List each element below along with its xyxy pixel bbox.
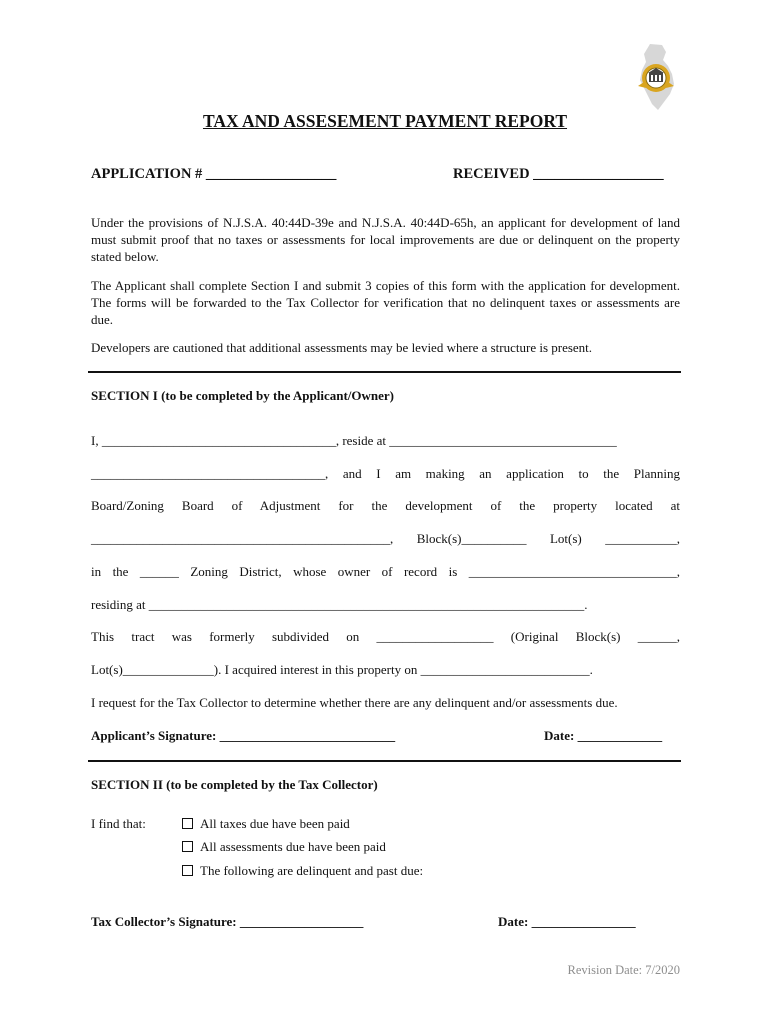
applicant-date-field[interactable]: Date: _____________ xyxy=(544,728,663,743)
subdivision-line[interactable]: This tract was formerly subdivided on __________________ (Original Block(s) ______, xyxy=(91,629,680,644)
property-block-lot-line[interactable]: ______________________________________________, Block(s)__________ Lot(s) ___________, xyxy=(91,531,680,546)
intro-paragraph: Under the provisions of N.J.S.A. 40:44D-39e and N.J.S.A. 40:44D-65h, an applicant for development of land must submit proof that no taxes or assessments for local improvements are due or delinquent on the property stated below. xyxy=(91,215,680,264)
option-all-assessments-paid[interactable] xyxy=(182,839,386,855)
zoning-owner-line[interactable]: in the ______ Zoning District, whose owner of record is ________________________________, xyxy=(91,564,680,579)
checkbox-icon[interactable] xyxy=(182,865,193,876)
applicant-signature-field[interactable] xyxy=(91,728,395,744)
option-delinquent[interactable] xyxy=(182,863,423,879)
option-label: The following are delinquent and past due: xyxy=(200,863,424,878)
applicant-signature-line: ___________________ xyxy=(271,728,396,743)
option-label: All taxes due have been paid xyxy=(200,816,350,831)
board-development-line: Board/Zoning Board of Adjustment for the development of the property located at xyxy=(91,498,680,513)
application-number-field[interactable]: APPLICATION # __________________ xyxy=(91,166,337,182)
municipal-seal-icon xyxy=(628,42,684,112)
option-all-taxes-paid[interactable] xyxy=(182,816,350,832)
checkbox-icon[interactable] xyxy=(182,841,193,852)
tax-collector-signature-field[interactable]: Tax Collector’s Signature: ___________________ xyxy=(91,914,364,929)
received-field[interactable]: RECEIVED __________________ xyxy=(453,166,664,182)
applicant-name-residence-line[interactable]: I, ____________________________________, reside at ___________________________________ xyxy=(91,433,617,448)
applicant-signature-label: Applicant’s Signature: ________ xyxy=(91,728,272,743)
section2-heading: SECTION II (to be completed by the Tax Collector) xyxy=(91,777,378,792)
intro-paragraph: Developers are cautioned that additional assessments may be levied where a structure is present. xyxy=(91,340,593,355)
revision-date: Revision Date: 7/2020 xyxy=(567,963,680,977)
tax-collector-date-field[interactable]: Date: ________________ xyxy=(498,914,636,929)
form-title: TAX AND ASSESEMENT PAYMENT REPORT xyxy=(202,111,568,131)
checkbox-icon[interactable] xyxy=(182,818,193,829)
section1-heading: SECTION I (to be completed by the Applicant/Owner) xyxy=(91,388,394,403)
request-statement: I request for the Tax Collector to determine whether there are any delinquent and/or assessments due. xyxy=(91,695,618,710)
applicant-application-line[interactable]: ____________________________________, and I am making an application to the Planning xyxy=(91,466,680,481)
option-label: All assessments due have been paid xyxy=(200,839,386,854)
lot-interest-line[interactable]: Lot(s)______________). I acquired interest in this property on __________________________. xyxy=(91,662,593,677)
intro-paragraph: The Applicant shall complete Section I and submit 3 copies of this form with the application for development. The forms will be forwarded to the Tax Collector for verification that no delinquent taxes or assessments are due. xyxy=(91,278,680,327)
find-label: I find that: xyxy=(91,816,146,831)
owner-residence-line[interactable]: residing at ___________________________________________________________________. xyxy=(91,597,588,612)
section-divider xyxy=(88,760,681,762)
section-divider xyxy=(88,371,681,373)
